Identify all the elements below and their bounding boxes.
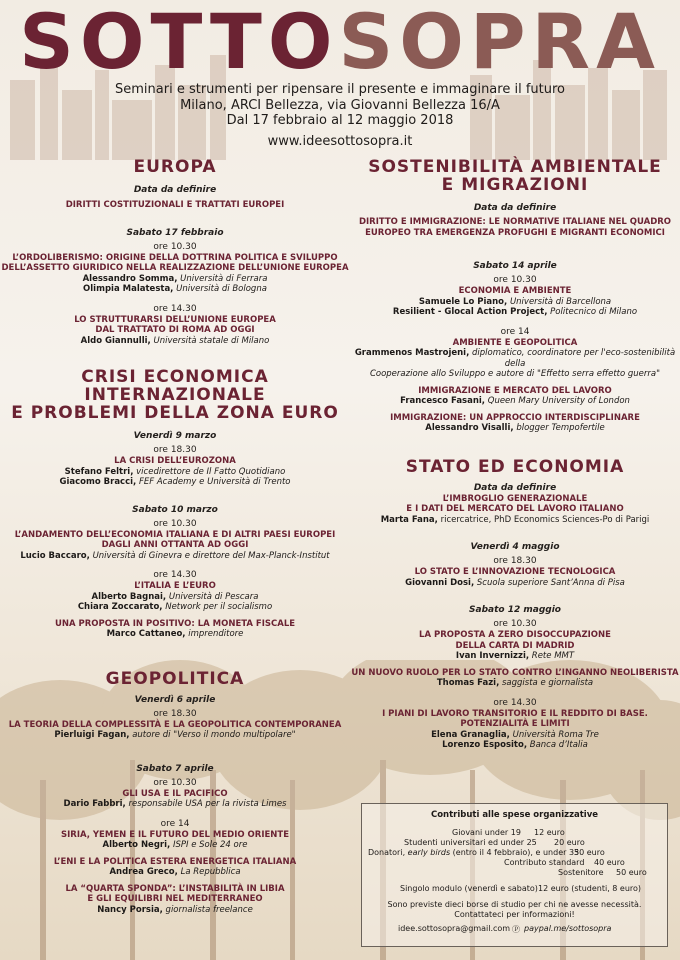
email-link[interactable]: idee.sottosopra@gmail.com — [398, 924, 511, 933]
contributions-box — [361, 803, 668, 947]
time-label: ore 10.30 — [153, 518, 197, 529]
time-label: ore 18.30 — [153, 445, 197, 455]
talk-title: LA CRISI DELL’EUROZONA — [114, 456, 236, 466]
speaker: Alberto Bagnai, Università di Pescara — [91, 591, 259, 602]
section-geopolitica — [0, 670, 350, 916]
right-column — [350, 158, 680, 751]
section-title-europa: EUROPA — [133, 157, 217, 177]
section-crisi — [0, 368, 350, 640]
price-row: Giovani under 19 12 euro — [452, 828, 565, 837]
time-label: ore 10.30 — [493, 275, 537, 285]
talk-title: GLI USA E IL PACIFICO — [122, 788, 228, 799]
speaker: Lucio Baccaro, Università di Ginevra e direttore del Max-Planck-Institut — [20, 550, 330, 561]
speaker: Lorenzo Esposito, Banca d’Italia — [442, 740, 588, 750]
logo-part-sopra: SOPRA — [338, 0, 661, 86]
speaker: Marta Fana, ricercatrice, PhD Economics Sciences-Po di Parigi — [380, 514, 650, 525]
date-label: Venerdì 6 aprile — [134, 694, 216, 705]
box-contacts — [362, 924, 667, 934]
talk-title: DELLA CARTA DI MADRID — [455, 640, 575, 651]
speaker: Dario Fabbri, responsabile USA per la rivista Limes — [63, 799, 287, 809]
talk-title: LA TEORIA DELLA COMPLESSITÀ E LA GEOPOLITICA CONTEMPORANEA — [8, 719, 342, 730]
talk-title: L’ENI E LA POLITICA ESTERA ENERGETICA ITALIANA — [53, 856, 297, 867]
time-label: ore 10.30 — [493, 619, 537, 629]
talk-title: POTENZIALITÀ E LIMITI — [460, 719, 570, 729]
speaker: Chiara Zoccarato, Network per il socialismo — [77, 602, 273, 612]
speaker: Giovanni Dosi, Scuola superiore Sant’Anna di Pisa — [405, 577, 625, 588]
speaker: Pierluigi Fagan, autore di "Verso il mondo multipolare" — [54, 730, 296, 740]
talk-title: DIRITTI COSTITUZIONALI E TRATTATI EUROPEI — [65, 200, 285, 210]
time-label: ore 14.30 — [153, 303, 197, 314]
talk-title: UN NUOVO RUOLO PER LO STATO CONTRO L’INGANNO NEOLIBERISTA — [351, 667, 679, 678]
subtitle-line-3: Dal 17 febbraio al 12 maggio 2018 — [226, 113, 454, 128]
time-label: ore 14 — [160, 818, 190, 829]
speaker: Cooperazione allo Sviluppo e autore di "Effetto serra effetto guerra" — [369, 369, 661, 379]
talk-title: LO STATO E L’INNOVAZIONE TECNOLOGICA — [414, 567, 616, 577]
subtitle — [0, 82, 680, 129]
speaker: Olimpia Malatesta, Università di Bologna — [83, 284, 267, 294]
talk-title: L’ANDAMENTO DELL’ECONOMIA ITALIANA E DI ALTRI PAESI EUROPEI — [14, 529, 336, 540]
website-link[interactable]: www.ideesottosopra.it — [267, 134, 413, 149]
talk-title: E I DATI DEL MERCATO DEL LAVORO ITALIANO — [406, 504, 624, 514]
logo — [0, 0, 680, 86]
talk-title: L’ITALIA E L’EURO — [134, 581, 216, 591]
price-row: Studenti universitari ed under 25 20 euro — [404, 838, 585, 847]
time-label: ore 10.30 — [153, 777, 197, 788]
section-title-sostenibilita-2: E MIGRAZIONI — [441, 175, 589, 195]
speaker: Alessandro Somma, Università di Ferrara — [82, 273, 268, 284]
talk-title: L’IMBROGLIO GENERAZIONALE — [442, 493, 588, 504]
speaker: Ivan Invernizzi, Rete MMT — [455, 651, 575, 661]
speaker: Grammenos Mastrojeni, diplomatico, coordinatore per l'eco-sostenibilità della — [354, 348, 676, 369]
speaker: Thomas Fazi, saggista e giornalista — [436, 678, 594, 688]
price-row: Contributo standard 40 euro — [504, 858, 625, 867]
date-label: Venerdì 4 maggio — [470, 542, 560, 552]
speaker: Marco Cattaneo, imprenditore — [106, 629, 244, 639]
section-title-geopolitica: GEOPOLITICA — [105, 668, 245, 689]
speaker: Francesco Fasani, Queen Mary University of London — [400, 396, 630, 406]
box-note: Contattateci per informazioni! — [454, 910, 575, 919]
talk-title: IMMIGRAZIONE: UN APPROCCIO INTERDISCIPLINARE — [390, 412, 640, 423]
time-label: ore 14.30 — [493, 697, 537, 708]
subtitle-line-2: Milano, ARCI Bellezza, via Giovanni Bellezza 16/A — [180, 97, 500, 113]
subtitle-line-1: Seminari e strumenti per ripensare il presente e immaginare il futuro — [115, 82, 565, 97]
date-label: Data da definire — [473, 482, 557, 493]
speaker: Elena Granaglia, Università Roma Tre — [431, 729, 599, 740]
section-sostenibilita — [350, 158, 680, 434]
price-row: Singolo modulo (venerdì e sabato) 12 euro (studenti, 8 euro) — [400, 884, 642, 893]
price-row: Donatori, early birds (entro il 4 febbraio), e under 35 30 euro — [368, 848, 605, 857]
box-title: Contributi alle spese organizzative — [430, 810, 599, 820]
section-stato — [350, 458, 680, 751]
section-title-crisi: CRISI ECONOMICA INTERNAZIONALE — [81, 367, 269, 405]
talk-title: SIRIA, YEMEN E IL FUTURO DEL MEDIO ORIENTE — [60, 829, 290, 840]
speaker: Resilient - Glocal Action Project, Politecnico di Milano — [392, 307, 638, 317]
talk-title: IMMIGRAZIONE E MERCATO DEL LAVORO — [418, 385, 612, 396]
speaker: Nancy Porsia, giornalista freelance — [97, 904, 253, 915]
paypal-icon: Ⓟ — [512, 925, 520, 934]
talk-title: E GLI EQUILIBRI NEL MEDITERRANEO — [87, 894, 263, 904]
section-title-sostenibilita: SOSTENIBILITÀ AMBIENTALE — [368, 157, 662, 177]
talk-title: DAGLI ANNI OTTANTA AD OGGI — [101, 540, 249, 550]
date-label: Sabato 14 aprile — [473, 261, 557, 271]
speaker: Alberto Negri, ISPI e Sole 24 ore — [102, 840, 248, 850]
talk-title: LO STRUTTURARSI DELL’UNIONE EUROPEA — [74, 314, 276, 325]
date-label: Sabato 7 aprile — [136, 763, 214, 774]
time-label: ore 14 — [500, 326, 530, 337]
section-title-crisi-2: E PROBLEMI DELLA ZONA EURO — [11, 403, 339, 423]
speaker: Alessandro Visalli, blogger Tempofertile — [425, 423, 605, 433]
speaker: Samuele Lo Piano, Università di Barcellona — [418, 296, 612, 307]
speaker: Stefano Feltri, vicedirettore de Il Fatto Quotidiano — [64, 466, 286, 477]
time-label: ore 14.30 — [153, 570, 197, 580]
date-label: Data da definire — [473, 203, 557, 213]
talk-title: UNA PROPOSTA IN POSITIVO: LA MONETA FISCALE — [54, 618, 296, 629]
talk-title: DELL’ASSETTO GIURIDICO NELLA REALIZZAZIONE DELL’UNIONE EUROPEA — [1, 263, 349, 273]
talk-title: DAL TRATTATO DI ROMA AD OGGI — [95, 325, 255, 335]
speaker: Andrea Greco, La Repubblica — [109, 867, 241, 877]
talk-title: ECONOMIA E AMBIENTE — [458, 286, 572, 296]
logo-part-sotto: SOTTO — [19, 0, 339, 86]
date-label: Venerdì 9 marzo — [133, 431, 217, 441]
talk-title: I PIANI DI LAVORO TRANSITORIO E IL REDDITO DI BASE. — [382, 708, 648, 719]
section-title-stato: STATO ED ECONOMIA — [405, 456, 625, 477]
date-label: Sabato 10 marzo — [132, 504, 218, 515]
talk-title: L’ORDOLIBERISMO: ORIGINE DELLA DOTTRINA POLITICA E SVILUPPO — [12, 252, 338, 263]
talk-title: AMBIENTE E GEOPOLITICA — [452, 337, 578, 348]
box-note: Sono previste dieci borse di studio per chi ne avesse necessità. — [387, 900, 642, 909]
speaker: Aldo Giannulli, Università statale di Milano — [80, 335, 270, 346]
date-label: Data da definire — [133, 185, 217, 195]
talk-title: DIRITTO E IMMIGRAZIONE: LE NORMATIVE ITALIANE NEL QUADRO — [358, 217, 672, 227]
price-row: Sostenitore 50 euro — [558, 868, 647, 877]
talk-title: LA “QUARTA SPONDA”: L’INSTABILITÀ IN LIBIA — [65, 883, 285, 894]
speaker: Giacomo Bracci, FEF Academy e Università di Trento — [59, 477, 291, 487]
section-europa — [0, 158, 350, 346]
date-label: Sabato 17 febbraio — [126, 227, 224, 238]
time-label: ore 18.30 — [493, 556, 537, 566]
date-label: Sabato 12 maggio — [469, 605, 561, 615]
talk-title: EUROPEO TRA EMERGENZA PROFUGHI E MIGRANTI ECONOMICI — [365, 227, 665, 238]
time-label: ore 18.30 — [153, 708, 197, 719]
talk-title: LA PROPOSTA A ZERO DISOCCUPAZIONE — [419, 630, 611, 640]
paypal-link[interactable]: paypal.me/sottosopra — [524, 924, 612, 933]
left-column — [0, 158, 350, 915]
time-label: ore 10.30 — [153, 241, 197, 252]
